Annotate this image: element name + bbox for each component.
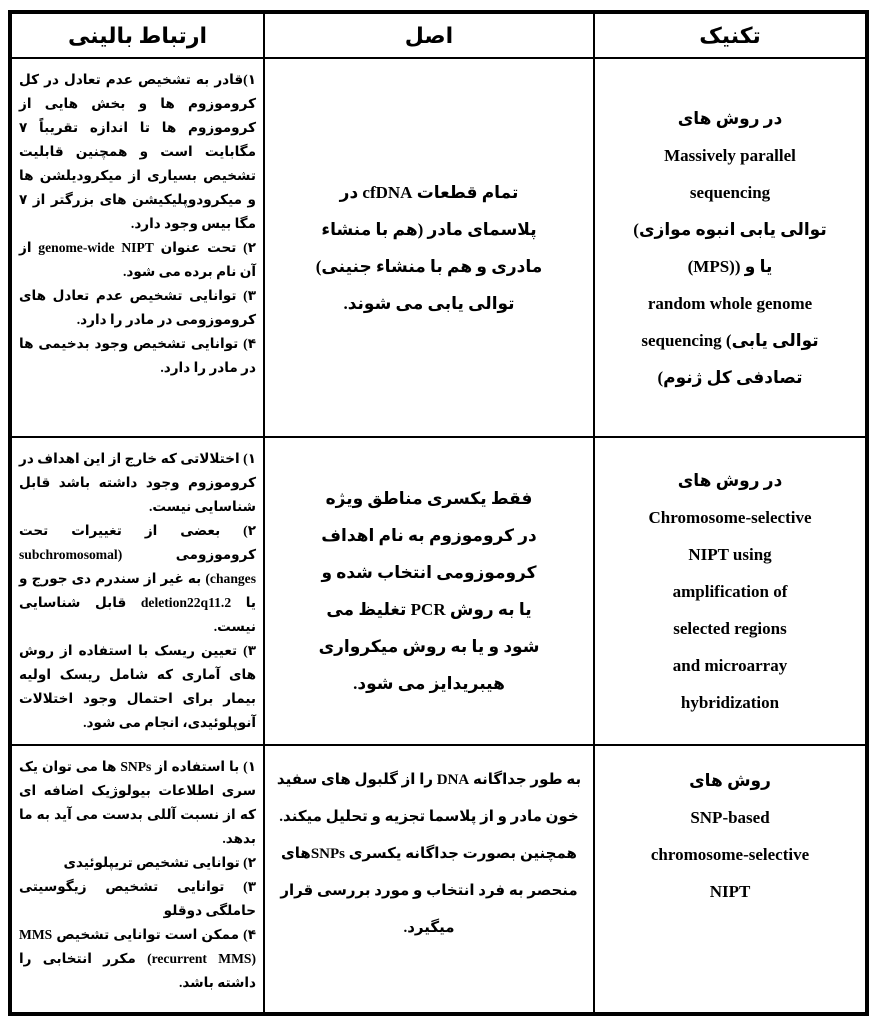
technique-line: روش های [689, 771, 771, 790]
clinical-item: ۲) بعضی از تغییرات تحت کروموزومی (subchromosomal changes) به غیر از سندرم دی جورج و یا deletion22q11.2 قابل شناسایی نیست. [19, 523, 256, 634]
header-principle-label: اصل [404, 22, 454, 48]
cell-row3-principle [264, 745, 594, 1013]
principle-line: همچنین بصورت جداگانه یکسری SNPsهای [281, 846, 577, 862]
technique-line: (MPS)) و‎ یا [687, 256, 773, 276]
cell-row2-technique [594, 437, 866, 745]
cell-row1-technique [594, 58, 866, 437]
header-principle [264, 13, 594, 58]
technique-line: sequencing [689, 182, 771, 202]
technique-line: hybridization [680, 692, 780, 712]
header-technique-label: تکنیک [699, 22, 761, 48]
principle-line: پلاسمای مادر (هم با منشاء [321, 219, 537, 239]
header-clinical [11, 13, 264, 58]
technique-line: chromosome-selective [650, 845, 810, 864]
principle-line: یا به روش PCR تغلیظ می [326, 600, 532, 619]
technique-line: NIPT [709, 882, 751, 901]
principle-line: هیبریدایز می شود. [353, 674, 505, 693]
technique-line: (توالی یابی انبوه موازی [633, 219, 827, 239]
technique-line: تصادفی کل ژنوم) [657, 367, 803, 387]
principle-line: شود و یا به روش میکرواری [318, 637, 540, 656]
header-clinical-label: ارتباط بالینی [67, 22, 208, 48]
principle-line: فقط یکسری مناطق ویژه [325, 489, 533, 508]
principle-line: منحصر به فرد انتخاب و مورد بررسی قرار [280, 883, 578, 899]
clinical-item: ۲) توانایی تشخیص تریپلوئیدی [63, 855, 256, 870]
principle-line: مادری و هم با منشاء جنینی) [315, 256, 543, 276]
cell-row3-technique [594, 745, 866, 1013]
cell-row2-principle [264, 437, 594, 745]
clinical-item: ۳) توانایی تشخیص زیگوسیتی حاملگی دوقلو [19, 879, 256, 918]
principle-line: خون مادر و از پلاسما تجزیه و تحلیل میکند. [279, 809, 579, 825]
cell-row3-clinical [11, 745, 264, 1013]
technique-line: amplification of [672, 581, 788, 601]
technique-line: Massively parallel [664, 145, 796, 165]
principle-line: به طور جداگانه DNA را از گلبول های سفید [276, 772, 582, 788]
cell-row1-clinical [11, 58, 264, 437]
cell-row1-principle [264, 58, 594, 437]
header-technique [594, 13, 866, 58]
technique-line: SNP-based [690, 808, 770, 827]
principle-line: میگیرد. [403, 920, 455, 936]
clinical-item: ۲) تحت عنوان genome-wide NIPT از آن نام برده می شود. [19, 240, 256, 279]
clinical-item: ۴) توانایی تشخیص وجود بدخیمی ها در مادر را دارد. [19, 336, 256, 375]
technique-line: and microarray [672, 655, 788, 675]
clinical-item: ۱) اختلالاتی که خارج از این اهداف در کروموزوم وجود داشته باشد قابل شناسایی نیست. [19, 451, 256, 514]
principle-line: در کروموزوم به نام اهداف [321, 526, 537, 545]
clinical-item: ۱)قادر به تشخیص عدم تعادل در کل کروموزوم ها و بخش هایی از کروموزوم ها تا اندازه تقریباً ۷ مگابایت است و همچنین قابلیت تشخیص بسیاری از میکرودیلشن ها و میکرودوپلیکیشن های بزرگتر از ۷ مگا بیس وجود دارد. [19, 72, 256, 231]
principle-line: کروموزومی انتخاب شده و [321, 563, 537, 582]
technique-line: NIPT using [688, 544, 772, 564]
technique-line: Chromosome-selective [648, 507, 812, 527]
technique-line: random whole genome [647, 293, 813, 313]
technique-line: در روش های [677, 470, 783, 490]
clinical-item: ۳) تعیین ریسک با استفاده از روش های آماری که شامل ریسک اولیه بیمار برای احتمال وجود اختلالات آنوپلوئیدی، انجام می شود. [19, 643, 256, 730]
principle-line: توالی یابی می شوند. [343, 293, 515, 313]
technique-line: sequencing (توالی یابی [641, 330, 819, 350]
cell-row2-clinical [11, 437, 264, 745]
nipt-comparison-table [8, 10, 869, 1016]
principle-line: تمام قطعات cfDNA در [339, 182, 519, 202]
clinical-item: ۳) توانایی تشخیص عدم تعادل های کروموزومی در مادر را دارد. [19, 288, 256, 327]
technique-line: selected regions [673, 618, 787, 638]
technique-line: در روش های [677, 108, 783, 128]
clinical-item: ۴) ممکن است توانایی تشخیص MMS (recurrent MMS) مکرر انتخابی را داشته باشد. [19, 927, 257, 990]
clinical-item: ۱) با استفاده از SNPs ها می توان یک سری اطلاعات بیولوژیک اضافه ای که از نسبت آللی بدست می آید به ما بدهد. [19, 759, 256, 846]
